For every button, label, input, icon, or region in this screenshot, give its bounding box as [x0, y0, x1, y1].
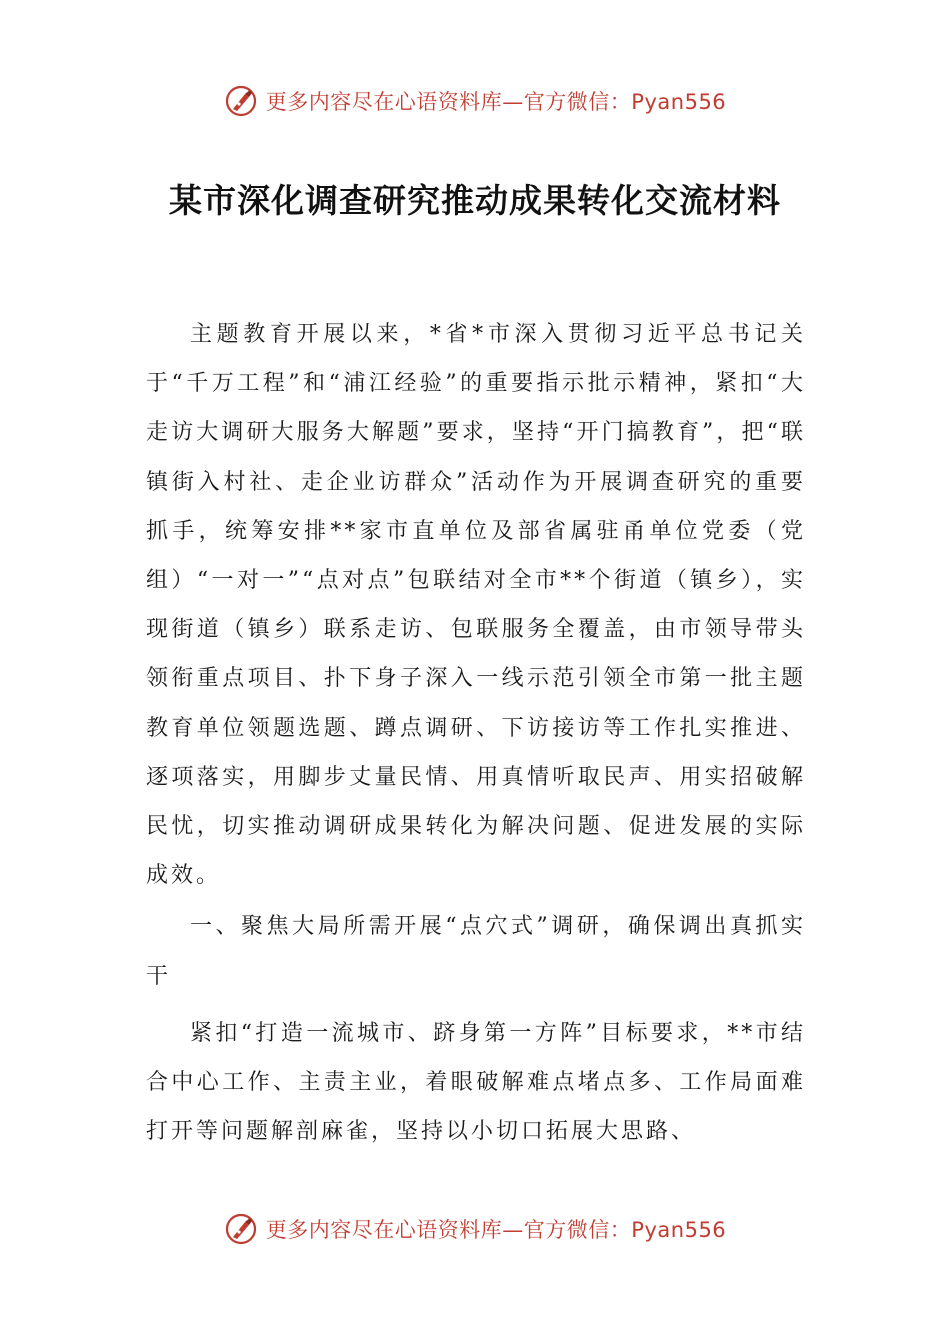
document-body: [146, 310, 806, 1156]
body-paragraph: 紧扣“打造一流城市、跻身第一方阵”目标要求，**市结合中心工作、主责主业，着眼破解难点堵点多、工作局面难打开等问题解剖麻雀，坚持以小切口拓展大思路、: [146, 1020, 806, 1145]
pen-nib-logo-icon: [224, 84, 258, 118]
pen-nib-logo-icon: [224, 1212, 258, 1246]
intro-paragraph: 主题教育开展以来，*省*市深入贯彻习近平总书记关于“千万工程”和“浦江经验”的重要指示批示精神，紧扣“大走访大调研大服务大解题”要求，坚持“开门搞教育”，把“联镇街入村社、走企业访群众”活动作为开展调查研究的重要抓手，统筹安排**家市直单位及部省属驻甬单位党委（党组）“一对一”“点对点”包联结对全市**个街道（镇乡），实现街道（镇乡）联系走访、包联服务全覆盖，由市领导带头领衔重点项目、扑下身子深入一线示范引领全市第一批主题教育单位领题选题、蹲点调研、下访接访等工作扎实推进、逐项落实，用脚步丈量民情、用真情听取民声、用实招破解民忧，切实推动调研成果转化为解决问题、促进发展的实际成效。: [146, 322, 806, 889]
watermark-text: 更多内容尽在心语资料库—官方微信：Pyan556: [265, 1218, 727, 1242]
watermark-footer: [0, 1212, 950, 1246]
document-title: 某市深化调查研究推动成果转化交流材料: [169, 181, 781, 220]
watermark-text: 更多内容尽在心语资料库—官方微信：Pyan556: [265, 90, 727, 114]
section-heading: 一、聚焦大局所需开展“点穴式”调研，确保调出真抓实干: [146, 914, 806, 989]
watermark-header: [0, 84, 950, 118]
